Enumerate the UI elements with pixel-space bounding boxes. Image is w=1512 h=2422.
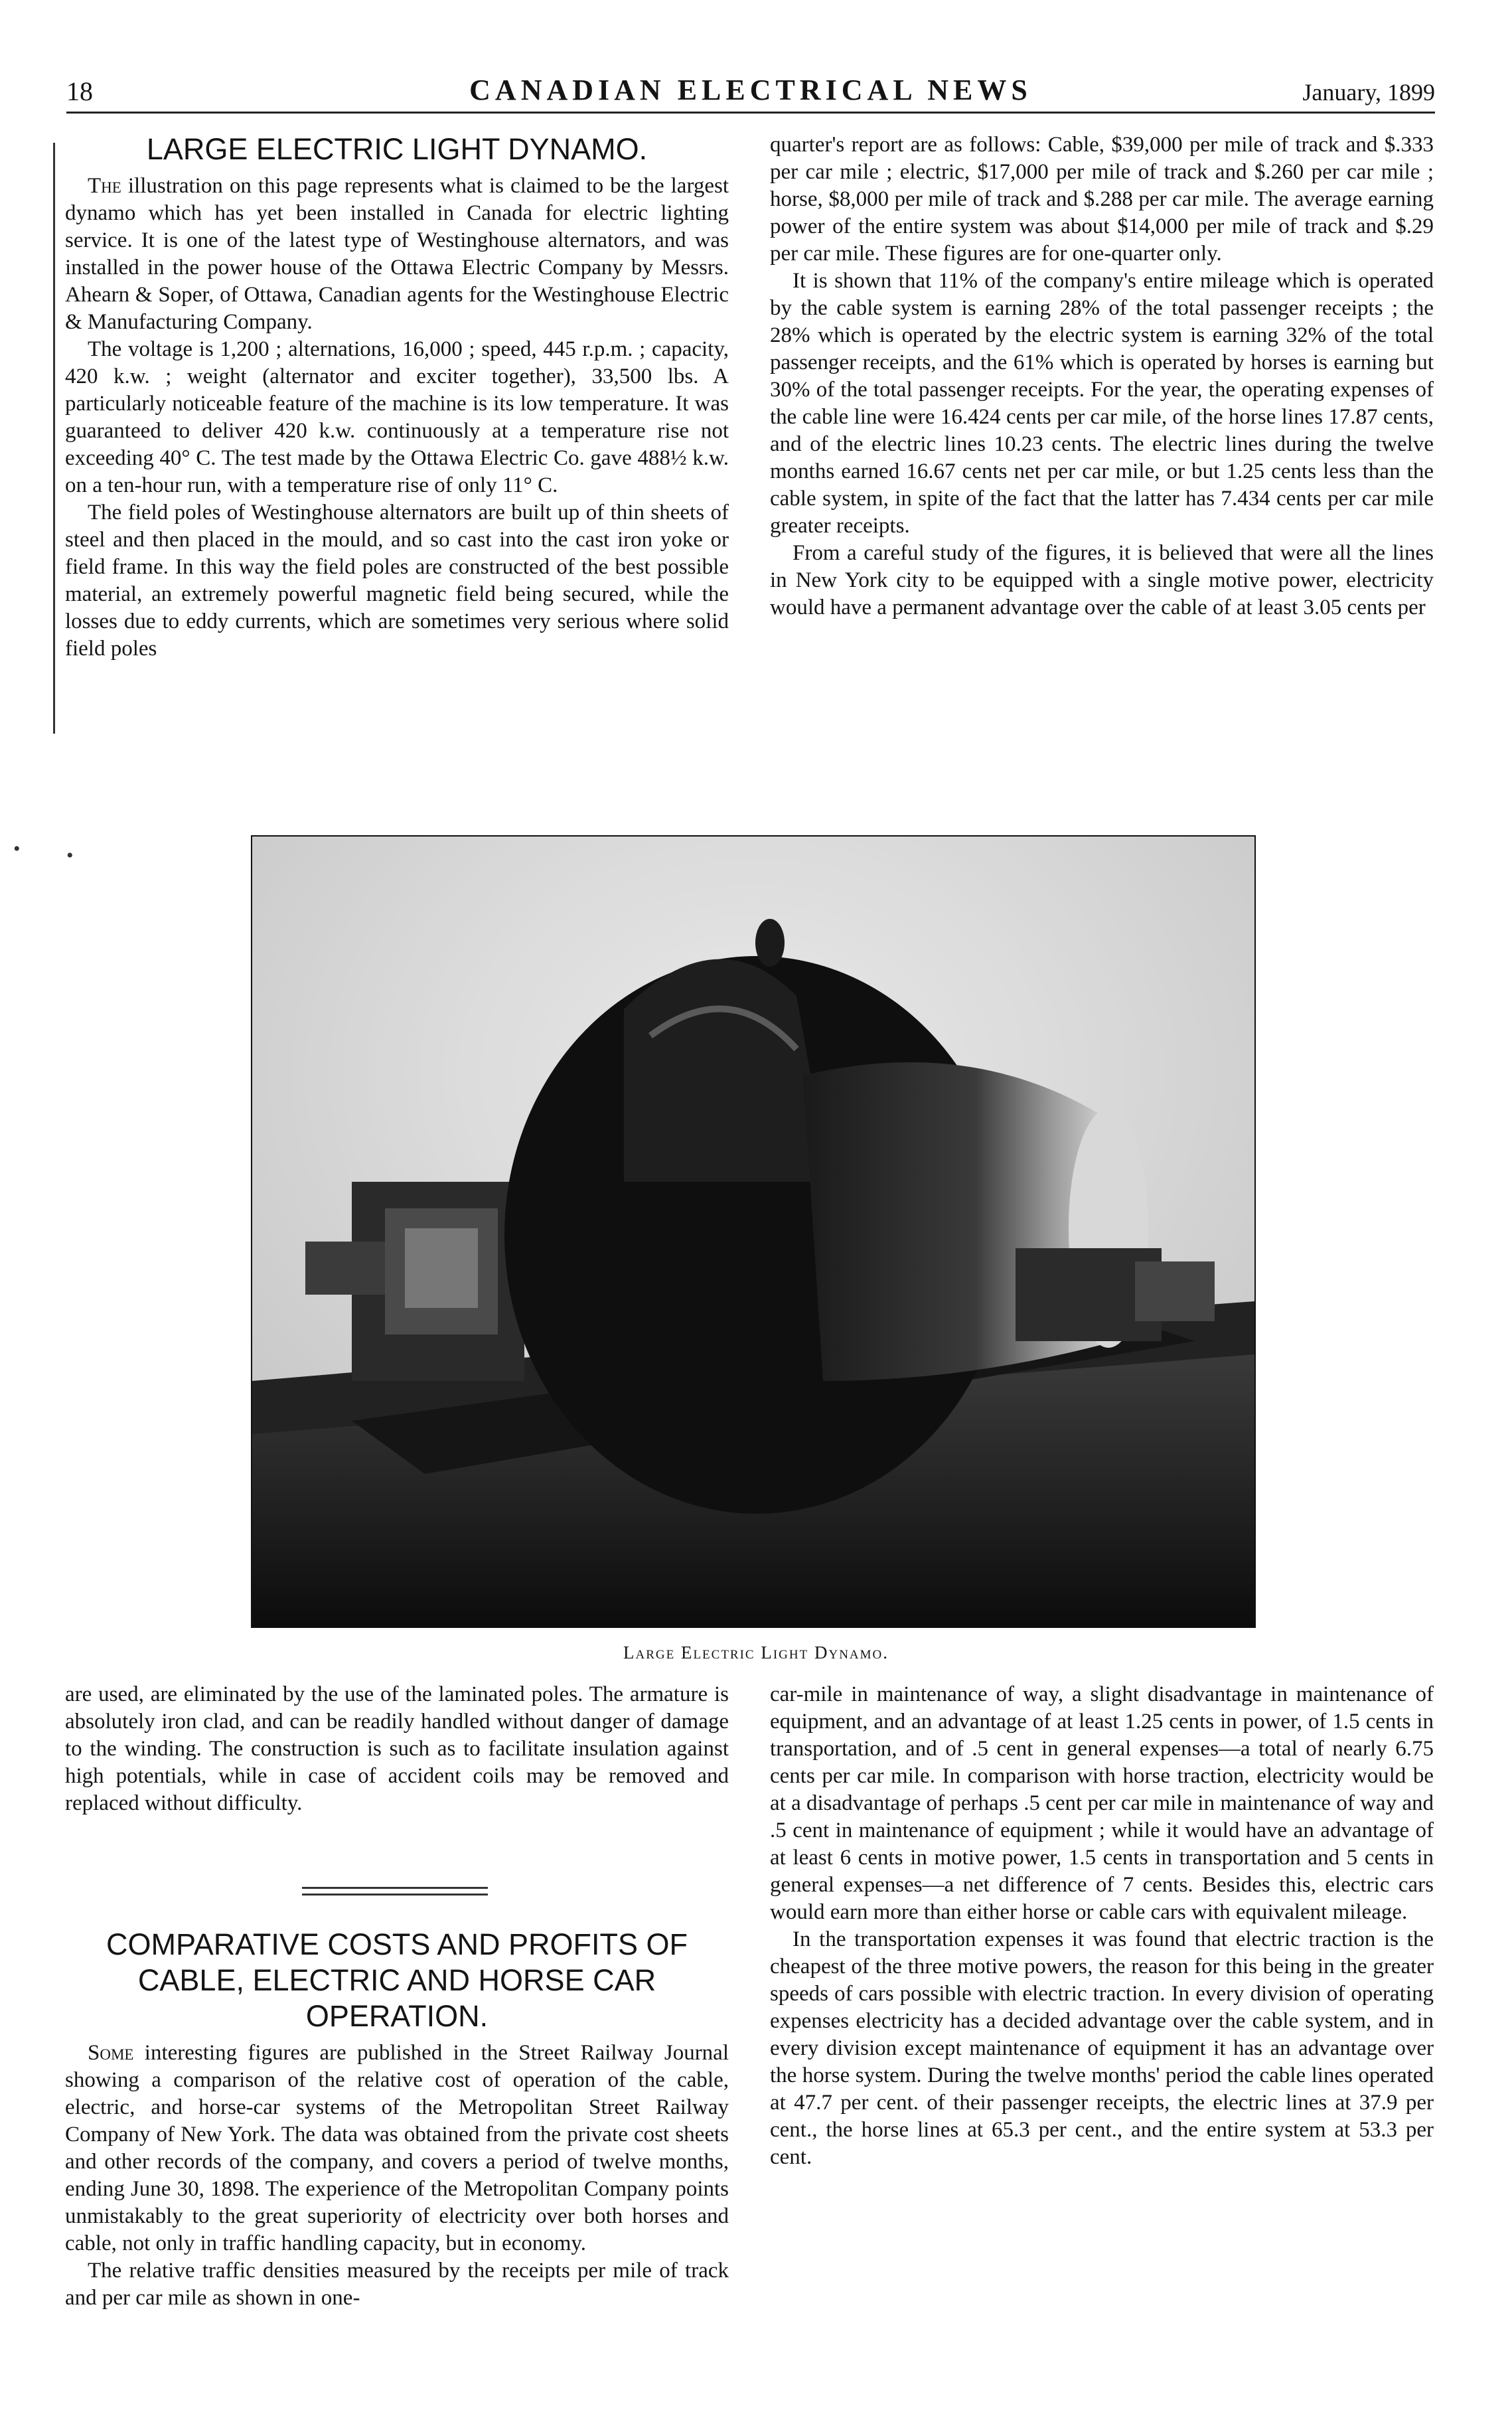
column-right-upper [770,131,1434,621]
paragraph: are used, are eliminated by the use of the laminated poles. The armature is absolutely iron clad, and can be readily handled without danger of damage to the winding. The construction is such as to facilitate insulation against high potentials, while in case of accident coils may be removed and replaced without difficulty. [65,1682,729,1815]
separator-rule [302,1894,488,1896]
paragraph: The field poles of Westinghouse alternators are built up of thin sheets of steel and then placed in the mould, and so cast into the cast iron yoke or field frame. In this way the field poles are constructed of the best possible material, an extremely powerful magnetic field being secured, while the losses due to eddy currents, which are sometimes very serious where solid field poles [65,501,729,661]
running-header [66,73,1435,113]
paragraph: car-mile in maintenance of way, a slight disadvantage in maintenance of equipment, and an advantage of at least 1.25 cents in power, of 1.5 cents in transportation, and of .5 cent in general expenses—a total of nearly 6.75 cents per car mile. In comparison with horse traction, electricity would be at a disadvantage of perhaps .5 cent per car mile in maintenance of way and .5 cent in maintenance of equipment ; while it would have an advantage of at least 6 cents in motive power, 1.5 cents in transportation and 5 cents in general expenses—a net difference of 7 cents. Besides this, electric cars would earn more than either horse or cable cars with equivalent mileage. [770,1682,1434,1924]
paragraph-text: illustration on this page represents what is claimed to be the largest dynamo which has yet been installed in Canada for electric lighting service. It is one of the latest type of Westinghouse alternators, and was installed in the power house of the Ottawa Electric Company by Messrs. Ahearn & Soper, of Ottawa, Canadian agents for the Westinghouse Electric & Manufacturing Company. [65,174,729,334]
column-left-lower-2 [65,1927,729,2312]
paragraph: In the transportation expenses it was found that electric traction is the cheapest of the three motive powers, the reason for this being in the greater speeds of cars possible with electric traction. In every division of operating expenses electricity has a decided advantage over the cable system, and in every division except maintenance of equipment it has an advantage over the horse system. During the twelve months' period the cable lines operated at 47.7 per cent. of their passenger receipts, the electric lines at 37.9 per cent., the horse lines at 65.3 per cent., and the entire system at 53.3 per cent. [770,1927,1434,2169]
paragraph: The voltage is 1,200 ; alternations, 16,000 ; speed, 445 r.p.m. ; capacity, 420 k.w. ; weight (alternator and exciter together), 33,500 lbs. A particularly noticeable feature of the machine is its low temperature. It was guaranteed to deliver 420 k.w. continuously at a temperature rise not exceeding 40° C. The test made by the Ottawa Electric Co. gave 488½ k.w. on a ten-hour run, with a temperature rise of only 11° C. [65,337,729,497]
article-title: LARGE ELECTRIC LIGHT DYNAMO. [146,132,648,166]
margin-mark [53,143,55,734]
figure-caption: Large Electric Light Dynamo. [623,1643,889,1662]
paragraph: It is shown that 11% of the company's entire mileage which is operated by the cable system is earning 28% of the total passenger receipts ; the 28% which is operated by the electric system is earning 32% of the total passenger receipts, and the 61% which is operated by horses is earning but 30% of the total passenger receipts. For the year, the operating expenses of the cable line were 16.424 cents per car mile, of the horse lines 17.87 cents, and of the electric lines 10.23 cents. The electric lines during the twelve months earned 16.67 cents net per car mile, or but 1.25 cents less than the cable system, in spite of the fact that the latter has 7.434 cents per car mile greater receipts. [770,269,1434,538]
dynamo-illustration [252,837,1254,1627]
column-right-lower [770,1681,1434,2171]
dynamo-photograph [251,835,1256,1628]
masthead: CANADIAN ELECTRICAL NEWS [469,74,1032,106]
column-left-lower [65,1681,729,1817]
paragraph-text: interesting figures are published in the Street Railway Journal showing a comparison of the relative cost of operation of the cable, electric, and horse-car systems of the Metropolitan Street Railway Company of New York. The data was obtained from the private cost sheets and other records of the company, and covers a period of twelve months, ending June 30, 1898. The experience of the Metropolitan Company points unmistakably to the great superiority of electricity over both horses and cable, not only in traffic handling capacity, but in economy. [65,2041,729,2255]
header-rule [66,112,1435,114]
paragraph [65,173,729,336]
stray-mark: • [66,845,74,866]
paragraph: The relative traffic densities measured by the receipts per mile of track and per car mile as shown in one- [65,2259,729,2310]
paragraph [65,2040,729,2257]
stray-mark: • [13,838,21,860]
page-number: 18 [66,76,93,106]
paragraph: From a careful study of the figures, it is believed that were all the lines in New York city to be equipped with a single motive power, electricity would have a permanent advantage over the cable of at least 3.05 cents per [770,541,1434,619]
article-title: COMPARATIVE COSTS AND PROFITS OF CABLE, ELECTRIC AND HORSE CAR OPERATION. [106,1927,688,2033]
paragraph: quarter's report are as follows: Cable, $39,000 per mile of track and $.333 per car mile ; electric, $17,000 per mile of track and $.260 per car mile ; horse, $8,000 per mile of track and $.288 per car mile. The average earning power of the entire system was about $14,000 per mile of track and $.29 per car mile. These figures are for one-quarter only. [770,133,1434,266]
separator-rule [302,1887,488,1889]
lead-word: Some [88,2041,134,2065]
lead-word: The [88,174,121,198]
column-left-upper [65,131,729,663]
issue-date: January, 1899 [1302,79,1435,106]
